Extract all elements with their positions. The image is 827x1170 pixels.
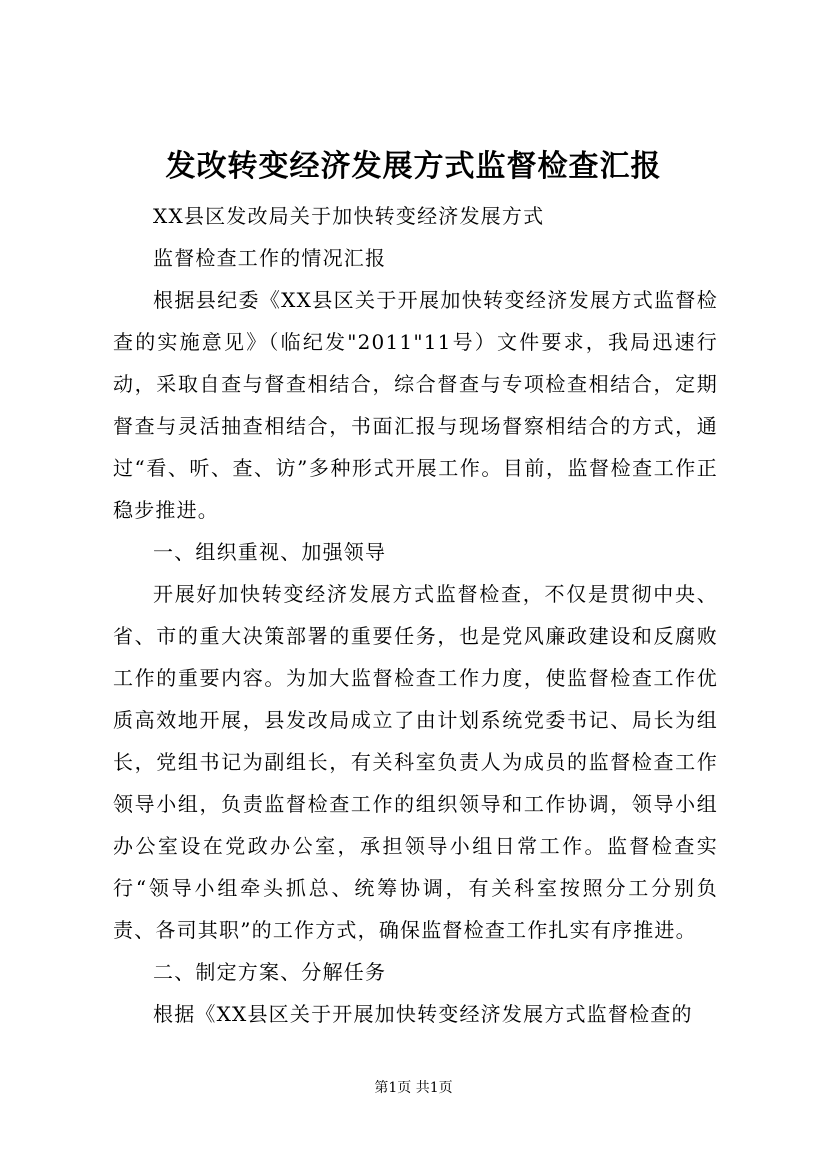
section-heading-2: 二、制定方案、分解任务 xyxy=(153,960,387,984)
document-title: 发改转变经济发展方式监督检查汇报 xyxy=(165,149,662,184)
document-body xyxy=(113,195,718,1035)
paragraph-subtitle-line-1: XX县区发改局关于加快转变经济发展方式 xyxy=(153,204,545,228)
paragraph-section-1: 开展好加快转变经济发展方式监督检查，不仅是贯彻中央、省、市的重大决策部署的重要任务，也是党风廉政建设和反腐败工作的重要内容。为加大监督检查工作力度，使监督检查工作优质高效地开展，县发改局成立了由计划系统党委书记、局长为组长，党组书记为副组长，有关科室负责人为成员的监督检查工作领导小组，负责监督检查工作的组织领导和工作协调，领导小组办公室设在党政办公室，承担领导小组日常工作。监督检查实行“领导小组牵头抓总、统筹协调，有关科室按照分工分别负责、各司其职”的工作方式，确保监督检查工作扎实有序推进。 xyxy=(113,582,718,942)
paragraph-subtitle-line-2: 监督检查工作的情况汇报 xyxy=(153,246,387,270)
paragraph-intro: 根据县纪委《XX县区关于开展加快转变经济发展方式监督检查的实施意见》（临纪发"2011"11号）文件要求，我局迅速行动，采取自查与督查相结合，综合督查与专项检查相结合，定期督查与灵活抽查相结合，书面汇报与现场督察相结合的方式，通过“看、听、查、访”多种形式开展工作。目前，监督检查工作正稳步推进。 xyxy=(113,288,718,522)
section-heading-1: 一、组织重视、加强领导 xyxy=(153,540,387,564)
paragraph-section-2: 根据《XX县区关于开展加快转变经济发展方式监督检查的 xyxy=(153,1002,693,1026)
page-footer: 第1页 共1页 xyxy=(374,1080,453,1096)
